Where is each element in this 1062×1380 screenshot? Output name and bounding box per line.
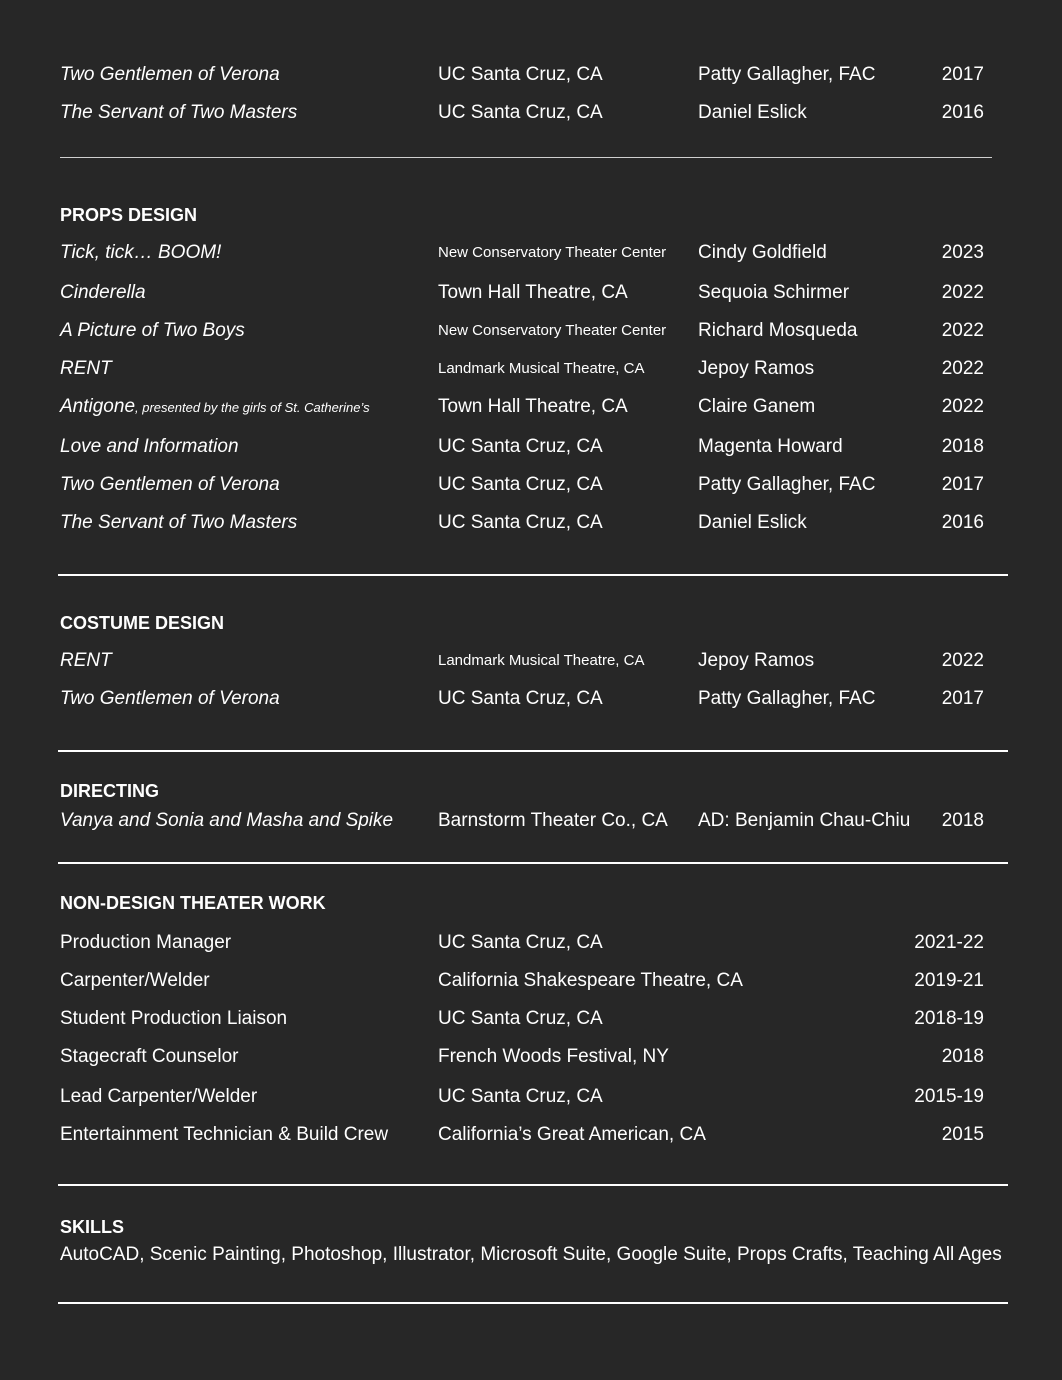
table-row — [0, 648, 1062, 674]
production-title: Cinderella — [60, 282, 146, 303]
director: Daniel Eslick — [698, 512, 807, 533]
section-heading-costume: COSTUME DESIGN — [60, 613, 225, 633]
director: Patty Gallagher, FAC — [698, 688, 876, 709]
venue: UC Santa Cruz, CA — [438, 64, 603, 85]
year: 2022 — [941, 282, 984, 303]
venue: UC Santa Cruz, CA — [438, 436, 603, 457]
director: Jepoy Ramos — [698, 358, 815, 379]
table-row — [0, 100, 1062, 126]
section-divider — [60, 157, 992, 158]
director: Patty Gallagher, FAC — [698, 474, 876, 495]
production-title: Two Gentlemen of Verona — [60, 474, 280, 495]
section-divider — [58, 862, 1008, 864]
production-note: , presented by the girls of St. Catherine’s — [135, 400, 370, 415]
table-row — [0, 1084, 1062, 1110]
venue: UC Santa Cruz, CA — [438, 512, 603, 533]
year: 2018 — [941, 436, 984, 457]
year: 2015 — [941, 1124, 984, 1145]
production-title: Vanya and Sonia and Masha and Spike — [60, 810, 394, 831]
section-divider — [58, 574, 1008, 576]
production-title: Love and Information — [60, 436, 239, 457]
year: 2017 — [941, 64, 984, 85]
production-title: The Servant of Two Masters — [60, 102, 298, 123]
year: 2016 — [941, 102, 984, 123]
venue: UC Santa Cruz, CA — [438, 688, 603, 709]
venue: California’s Great American, CA — [438, 1124, 706, 1145]
year: 2021-22 — [914, 932, 984, 953]
section-divider — [58, 1302, 1008, 1304]
venue: Landmark Musical Theatre, CA — [438, 652, 645, 669]
year: 2019-21 — [914, 970, 984, 991]
job-role: Carpenter/Welder — [60, 970, 210, 991]
year: 2018 — [941, 810, 984, 831]
venue: Town Hall Theatre, CA — [438, 282, 628, 303]
table-row — [0, 240, 1062, 266]
venue: UC Santa Cruz, CA — [438, 102, 603, 123]
table-row — [0, 1044, 1062, 1070]
section-divider — [58, 1184, 1008, 1186]
table-row — [0, 510, 1062, 536]
production-title: Tick, tick… BOOM! — [60, 242, 222, 263]
production-title: Two Gentlemen of Verona — [60, 64, 280, 85]
section-divider — [58, 750, 1008, 752]
production-title: Two Gentlemen of Verona — [60, 688, 280, 709]
table-row — [0, 434, 1062, 460]
venue: New Conservatory Theater Center — [438, 322, 667, 339]
year: 2018-19 — [914, 1008, 984, 1029]
director: Cindy Goldfield — [698, 242, 827, 263]
director: Patty Gallagher, FAC — [698, 64, 876, 85]
director: Jepoy Ramos — [698, 650, 815, 671]
table-row — [0, 930, 1062, 956]
venue: UC Santa Cruz, CA — [438, 1086, 603, 1107]
venue: Barnstorm Theater Co., CA — [438, 810, 668, 831]
skills-list: AutoCAD, Scenic Painting, Photoshop, Illustrator, Microsoft Suite, Google Suite, Props Crafts, Teaching All Ages — [60, 1244, 1002, 1265]
venue: California Shakespeare Theatre, CA — [438, 970, 743, 991]
job-role: Entertainment Technician & Build Crew — [60, 1124, 389, 1145]
table-row — [0, 1006, 1062, 1032]
year: 2022 — [941, 650, 984, 671]
year: 2015-19 — [914, 1086, 984, 1107]
production-title: RENT — [60, 358, 112, 379]
venue: UC Santa Cruz, CA — [438, 1008, 603, 1029]
production-title: Antigone, presented by the girls of St. Catherine’s — [60, 396, 370, 417]
year: 2017 — [941, 474, 984, 495]
year: 2016 — [941, 512, 984, 533]
table-row — [0, 62, 1062, 88]
table-row — [0, 280, 1062, 306]
section-heading-props: PROPS DESIGN — [60, 205, 198, 225]
venue: New Conservatory Theater Center — [438, 244, 667, 261]
table-row — [0, 356, 1062, 382]
year: 2022 — [941, 358, 984, 379]
venue: French Woods Festival, NY — [438, 1046, 669, 1067]
production-title: RENT — [60, 650, 112, 671]
venue: UC Santa Cruz, CA — [438, 932, 603, 953]
year: 2018 — [941, 1046, 984, 1067]
table-row — [0, 472, 1062, 498]
year: 2017 — [941, 688, 984, 709]
venue: Town Hall Theatre, CA — [438, 396, 628, 417]
year: 2022 — [941, 396, 984, 417]
section-heading-nondesign: NON-DESIGN THEATER WORK — [60, 893, 326, 913]
year: 2023 — [941, 242, 984, 263]
venue: Landmark Musical Theatre, CA — [438, 360, 645, 377]
director: Richard Mosqueda — [698, 320, 858, 341]
director: AD: Benjamin Chau-Chiu — [698, 810, 911, 831]
director: Sequoia Schirmer — [698, 282, 850, 303]
table-row — [0, 394, 1062, 420]
director: Claire Ganem — [698, 396, 816, 417]
job-role: Stagecraft Counselor — [60, 1046, 239, 1067]
director: Daniel Eslick — [698, 102, 807, 123]
venue: UC Santa Cruz, CA — [438, 474, 603, 495]
table-row — [0, 686, 1062, 712]
table-row — [0, 318, 1062, 344]
section-heading-skills: SKILLS — [60, 1217, 125, 1237]
job-role: Lead Carpenter/Welder — [60, 1086, 258, 1107]
table-row — [0, 968, 1062, 994]
year: 2022 — [941, 320, 984, 341]
section-heading-directing: DIRECTING — [60, 781, 159, 801]
production-title: A Picture of Two Boys — [60, 320, 245, 341]
production-title: The Servant of Two Masters — [60, 512, 298, 533]
table-row — [0, 808, 1062, 834]
job-role: Student Production Liaison — [60, 1008, 288, 1029]
table-row — [0, 1122, 1062, 1148]
director: Magenta Howard — [698, 436, 843, 457]
job-role: Production Manager — [60, 932, 232, 953]
